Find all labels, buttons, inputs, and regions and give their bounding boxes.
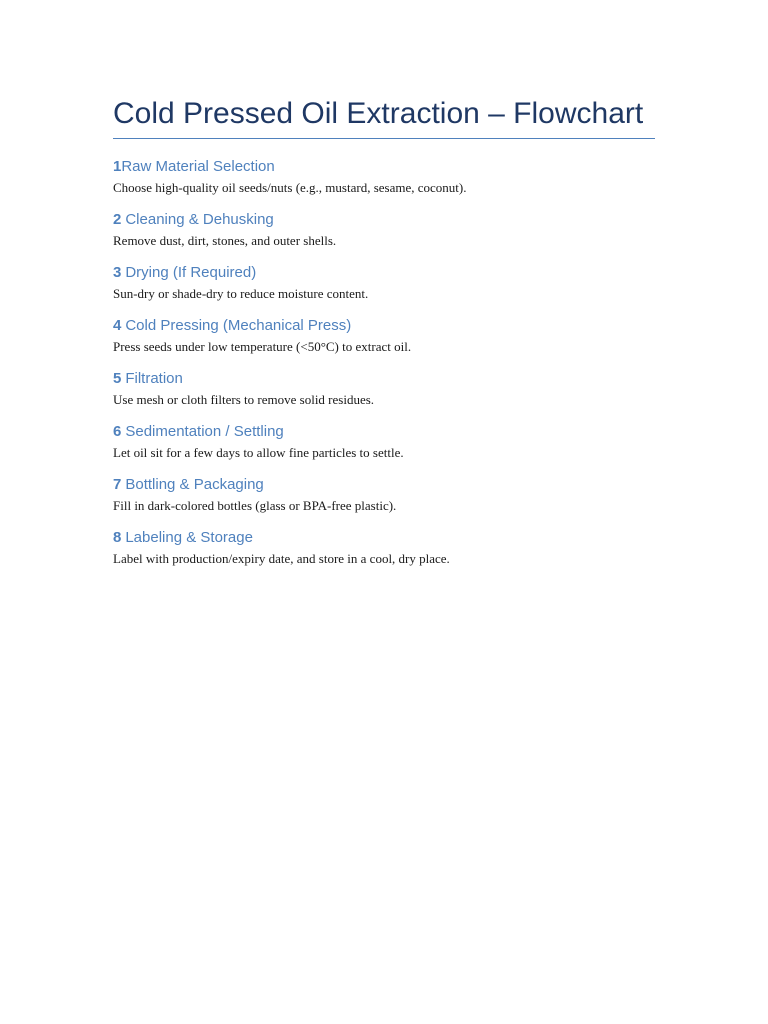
step-description: Sun-dry or shade-dry to reduce moisture content. — [113, 286, 369, 301]
step-title: Drying (If Required) — [125, 264, 257, 281]
step-description: Let oil sit for a few days to allow fine particles to settle. — [113, 445, 404, 460]
step-6 — [113, 422, 655, 462]
step-title: Labeling & Storage — [125, 529, 253, 546]
step-title: Cold Pressing (Mechanical Press) — [125, 317, 352, 334]
step-3 — [113, 263, 655, 303]
step-number: 6 — [113, 423, 122, 440]
step-heading — [113, 263, 655, 283]
step-description: Remove dust, dirt, stones, and outer shells. — [113, 233, 337, 248]
document-page — [113, 96, 655, 581]
step-number: 1 — [113, 158, 122, 175]
step-heading — [113, 528, 655, 548]
step-number: 5 — [113, 370, 122, 387]
step-title: Cleaning & Dehusking — [125, 211, 274, 228]
step-heading — [113, 369, 655, 389]
step-title: Bottling & Packaging — [125, 476, 264, 493]
step-description: Press seeds under low temperature (<50°C) to extract oil. — [113, 339, 412, 354]
step-heading — [113, 422, 655, 442]
step-description: Fill in dark-colored bottles (glass or BPA-free plastic). — [113, 498, 397, 513]
document-title: Cold Pressed Oil Extraction – Flowchart — [113, 97, 644, 130]
step-number: 2 — [113, 211, 122, 228]
step-5 — [113, 369, 655, 409]
step-number: 7 — [113, 476, 122, 493]
step-title: Sedimentation / Settling — [125, 423, 284, 440]
step-1 — [113, 157, 655, 197]
step-number: 3 — [113, 264, 122, 281]
step-heading — [113, 157, 655, 177]
step-heading — [113, 316, 655, 336]
step-4 — [113, 316, 655, 356]
step-description: Label with production/expiry date, and store in a cool, dry place. — [113, 551, 450, 566]
title-underline — [113, 138, 655, 139]
step-heading — [113, 210, 655, 230]
step-7 — [113, 475, 655, 515]
step-8 — [113, 528, 655, 568]
step-title: Filtration — [125, 370, 183, 387]
step-heading — [113, 475, 655, 495]
step-2 — [113, 210, 655, 250]
step-title: Raw Material Selection — [121, 158, 275, 175]
step-description: Use mesh or cloth filters to remove solid residues. — [113, 392, 375, 407]
step-number: 8 — [113, 529, 122, 546]
step-number: 4 — [113, 317, 122, 334]
step-description: Choose high-quality oil seeds/nuts (e.g., mustard, sesame, coconut). — [113, 180, 467, 195]
